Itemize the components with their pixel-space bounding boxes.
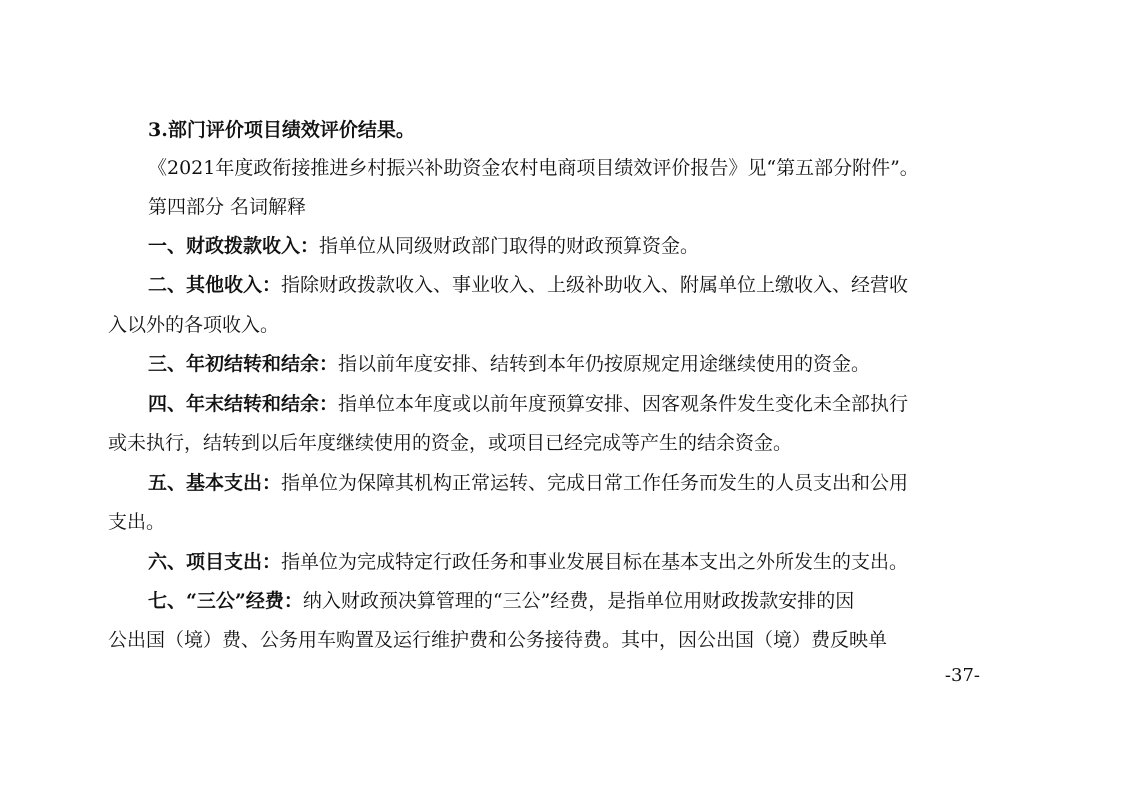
definition-text: 指以前年度安排、结转到本年仍按原规定用途继续使用的资金。 xyxy=(338,353,871,375)
definition-term: 二、其他收入： xyxy=(148,274,282,296)
definition-item xyxy=(148,273,988,297)
definition-text: 纳入财政预决算管理的“三公”经费，是指单位用财政拨款安排的因 xyxy=(302,590,855,612)
definition-item xyxy=(148,471,988,495)
definition-continuation: 或未执行，结转到以后年度继续使用的资金，或项目已经完成等产生的结余资金。 xyxy=(108,432,793,454)
definition-item xyxy=(148,550,988,574)
definition-item xyxy=(148,352,988,376)
definition-term: 一、财政拨款收入： xyxy=(148,235,320,257)
definition-term: 五、基本支出： xyxy=(148,472,282,494)
definition-text: 指除财政拨款收入、事业收入、上级补助收入、附属单位上缴收入、经营收 xyxy=(281,274,909,296)
definition-term: 三、年初结转和结余： xyxy=(148,353,339,375)
definition-text: 指单位为保障其机构正常运转、完成日常工作任务而发生的人员支出和公用 xyxy=(281,472,909,494)
definition-continuation: 支出。 xyxy=(108,511,166,533)
definition-text: 指单位从同级财政部门取得的财政预算资金。 xyxy=(319,235,700,257)
definition-term: 六、项目支出： xyxy=(148,551,282,573)
page-number: -37- xyxy=(944,665,980,686)
part-title: 第四部分 名词解释 xyxy=(148,196,307,218)
definition-item xyxy=(148,589,988,613)
report-reference: 《2021年度政衔接推进乡村振兴补助资金农村电商项目绩效评价报告》见“第五部分附件”。 xyxy=(148,157,919,179)
section-heading: 3.部门评价项目绩效评价结果。 xyxy=(148,119,415,141)
definition-continuation: 公出国（境）费、公务用车购置及运行维护费和公务接待费。其中，因公出国（境）费反映单 xyxy=(108,629,888,651)
definition-text: 指单位为完成特定行政任务和事业发展目标在基本支出之外所发生的支出。 xyxy=(281,551,909,573)
definition-term: 四、年末结转和结余： xyxy=(148,393,339,415)
definition-item xyxy=(148,234,988,258)
definition-term: 七、“三公”经费： xyxy=(148,590,303,612)
definition-text: 指单位本年度或以前年度预算安排、因客观条件发生变化未全部执行 xyxy=(338,393,909,415)
definition-continuation: 入以外的各项收入。 xyxy=(108,314,280,336)
definition-item xyxy=(148,392,988,416)
